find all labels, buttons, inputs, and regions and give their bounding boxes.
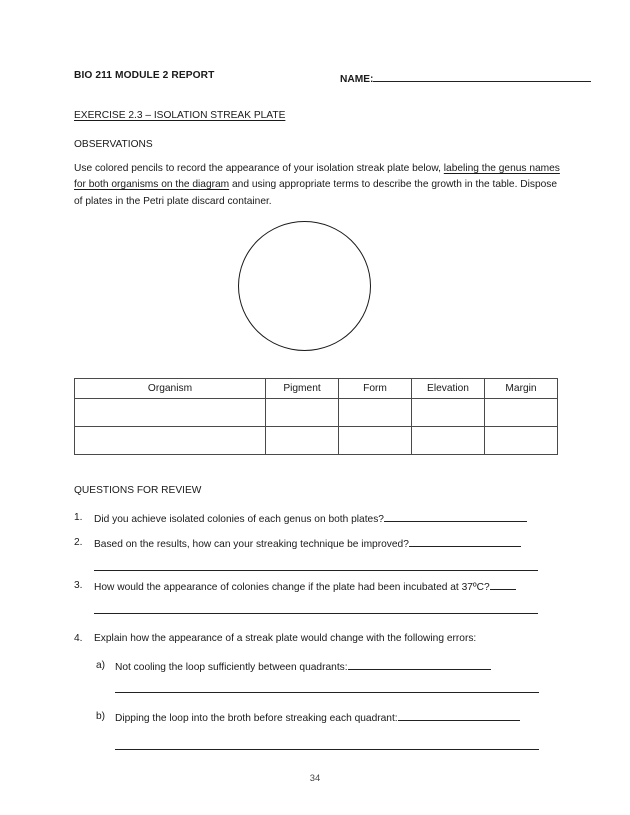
observations-text-underlined: labeling the genus names for both organisms on the diagram xyxy=(74,163,560,191)
answer-blank-b[interactable] xyxy=(398,709,520,721)
question-item-2 xyxy=(74,535,561,553)
observations-text-part2: and using appropriate terms to describe the growth in the table. Dispose of plates in the Petri plate discard container. xyxy=(74,179,558,207)
name-field-group xyxy=(340,70,591,85)
document-header xyxy=(74,70,560,86)
question-2-continuation xyxy=(74,570,561,571)
subitem-a xyxy=(96,658,561,676)
question-text-3 xyxy=(94,578,561,596)
question-item-3 xyxy=(74,578,561,596)
subitem-text-a xyxy=(115,658,561,676)
question-3-continuation xyxy=(74,613,561,614)
petri-plate-circle-icon[interactable] xyxy=(238,221,371,351)
table-cell-form[interactable] xyxy=(339,427,412,455)
subitem-a-continuation xyxy=(96,692,561,693)
observations-text-part1: Use colored pencils to record the appearance of your isolation streak plate below, xyxy=(74,163,444,174)
question-label-2: Based on the results, how can your streaking technique be improved? xyxy=(94,539,409,550)
question-4-subitems xyxy=(96,658,561,750)
subitem-text-b xyxy=(115,709,561,727)
observations-paragraph xyxy=(74,161,561,210)
table-cell-organism[interactable] xyxy=(75,399,266,427)
page-title: BIO 211 MODULE 2 REPORT xyxy=(74,70,215,81)
table-cell-form[interactable] xyxy=(339,399,412,427)
spacer xyxy=(74,621,561,631)
page-number: 34 xyxy=(309,772,321,783)
table-cell-elevation[interactable] xyxy=(412,427,485,455)
name-input-blank[interactable] xyxy=(373,70,591,82)
observations-heading: OBSERVATIONS xyxy=(74,139,153,150)
subitem-label-a: Not cooling the loop sufficiently between quadrants: xyxy=(115,662,348,673)
question-text-4: Explain how the appearance of a streak plate would change with the following errors: xyxy=(94,633,477,644)
question-number-1: 1. xyxy=(74,512,83,523)
exercise-heading: EXERCISE 2.3 – ISOLATION STREAK PLATE xyxy=(74,110,286,121)
subitem-b xyxy=(96,709,561,727)
subitem-label-b: Dipping the loop into the broth before streaking each quadrant: xyxy=(115,713,398,724)
question-label-3: How would the appearance of colonies change if the plate had been incubated at 37ºC? xyxy=(94,582,490,593)
question-number-4: 4. xyxy=(74,633,83,644)
table-cell-margin[interactable] xyxy=(485,399,558,427)
question-label-1: Did you achieve isolated colonies of each genus on both plates? xyxy=(94,514,384,525)
spacer xyxy=(74,560,561,570)
column-header-elevation: Elevation xyxy=(412,379,485,399)
question-number-3: 3. xyxy=(74,580,83,591)
spacer xyxy=(96,682,561,692)
answer-blank-3[interactable] xyxy=(490,578,516,590)
table-cell-pigment[interactable] xyxy=(266,399,339,427)
column-header-pigment: Pigment xyxy=(266,379,339,399)
answer-continuation-line-b[interactable] xyxy=(115,749,539,750)
spacer xyxy=(96,699,561,709)
question-text-2 xyxy=(94,535,561,553)
subitem-b-continuation xyxy=(96,749,561,750)
subitem-letter-b: b) xyxy=(96,711,106,722)
column-header-organism: Organism xyxy=(75,379,266,399)
column-header-margin: Margin xyxy=(485,379,558,399)
subitem-letter-a: a) xyxy=(96,660,106,671)
question-item-4 xyxy=(74,631,561,647)
answer-blank-1[interactable] xyxy=(384,510,527,522)
question-text-1 xyxy=(94,510,561,528)
question-item-1 xyxy=(74,510,561,528)
name-label: NAME: xyxy=(340,74,374,85)
answer-blank-2[interactable] xyxy=(409,535,521,547)
column-header-form: Form xyxy=(339,379,412,399)
spacer xyxy=(74,603,561,613)
table-cell-margin[interactable] xyxy=(485,427,558,455)
table-cell-elevation[interactable] xyxy=(412,399,485,427)
table-row xyxy=(75,399,558,427)
answer-continuation-line-2[interactable] xyxy=(94,570,538,571)
table-cell-pigment[interactable] xyxy=(266,427,339,455)
answer-continuation-line-a[interactable] xyxy=(115,692,539,693)
questions-list xyxy=(74,510,561,756)
spacer xyxy=(96,733,561,749)
observations-table xyxy=(74,378,558,455)
table-header-row xyxy=(75,379,558,399)
answer-continuation-line-3[interactable] xyxy=(94,613,538,614)
table-row xyxy=(75,427,558,455)
question-number-2: 2. xyxy=(74,537,83,548)
table-cell-organism[interactable] xyxy=(75,427,266,455)
answer-blank-a[interactable] xyxy=(348,658,491,670)
questions-heading: QUESTIONS FOR REVIEW xyxy=(74,485,202,496)
